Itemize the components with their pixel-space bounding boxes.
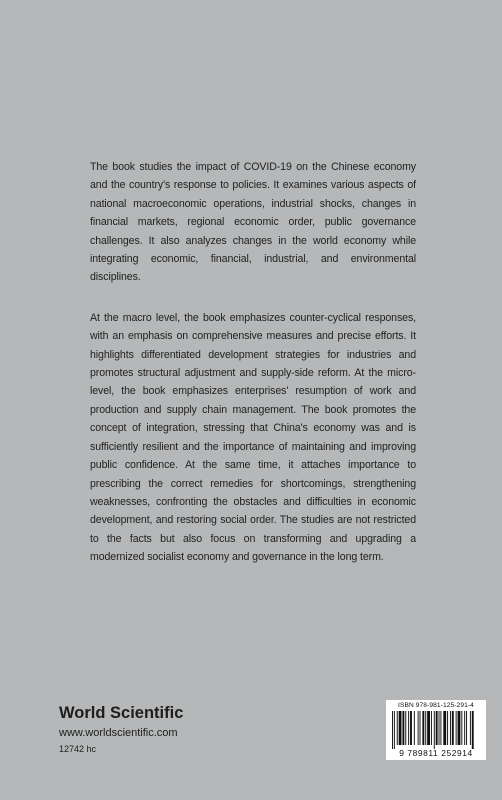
barcode-bar <box>425 711 426 745</box>
barcode-bar <box>458 711 461 745</box>
barcode-bar <box>452 711 454 745</box>
isbn-barcode <box>386 700 486 760</box>
barcode-bar <box>394 711 395 749</box>
barcode-bar <box>420 711 421 745</box>
barcode-bar <box>434 711 435 749</box>
barcode-bar <box>440 711 441 745</box>
barcode-bar <box>405 711 406 745</box>
barcode-bar <box>431 711 432 745</box>
barcode-bar <box>447 711 448 745</box>
blurb-paragraph-1: The book studies the impact of COVID-19 on the Chinese economy and the country's response to policies. It examines various aspects of national macroeconomic operations, industrial shocks, changes in financial markets, regional economic order, public governance challenges. It also analyzes changes in the world economy while integrating economic, financial, industrial, and environmental disciplines. <box>90 161 416 284</box>
barcode-bar <box>422 711 424 745</box>
publisher-code: 12742 hc <box>59 744 97 754</box>
barcode-bar <box>399 711 402 745</box>
barcode-bar <box>464 711 465 745</box>
barcode-bar <box>466 711 467 745</box>
barcode-bar <box>443 711 446 745</box>
barcode-bar <box>414 711 415 745</box>
barcode-bar <box>436 711 438 745</box>
blurb-paragraph-2: At the macro level, the book emphasizes counter-cyclical responses, with an emphasis on comprehensive measures and precise efforts. It highlights differentiated development strategies for industries and promotes structural adjustment and supply-side reform. At the micro-level, the book emphasizes enterprises' resumption of work and production and supply chain management. The book promotes the concept of integration, stressing that China's economy was and is sufficiently resilient and the importance of maintaining and improving public confidence. At the same time, it attaches importance to prescribing the correct remedies for shortcomings, strengthening weaknesses, confronting the obstacles and difficulties in economic development, and restoring social order. The studies are not restricted to the facts but also focus on transforming and upgrading a modernized socialist economy and governance in the long term. <box>90 311 416 564</box>
barcode-bar <box>427 711 430 745</box>
barcode-bars <box>392 711 480 749</box>
barcode-bar <box>418 711 419 745</box>
barcode-bar <box>450 711 451 745</box>
barcode-bar <box>439 711 440 745</box>
isbn-label: ISBN 978-981-125-291-4 <box>398 702 474 709</box>
barcode-digits: 9 789811 252914 <box>399 748 473 758</box>
publisher-url: www.worldscientific.com <box>59 727 178 739</box>
barcode-bar <box>392 711 393 749</box>
barcode-bar <box>402 711 404 745</box>
barcode-bar <box>472 711 474 749</box>
barcode-bar <box>410 711 412 745</box>
barcode-bar <box>397 711 398 745</box>
barcode-bar <box>461 711 462 745</box>
barcode-bar <box>408 711 409 745</box>
publisher-name: World Scientific <box>59 704 184 722</box>
blurb-text <box>90 158 416 589</box>
barcode-bar <box>456 711 457 745</box>
barcode-bar <box>470 711 471 745</box>
publisher-block <box>59 703 279 756</box>
